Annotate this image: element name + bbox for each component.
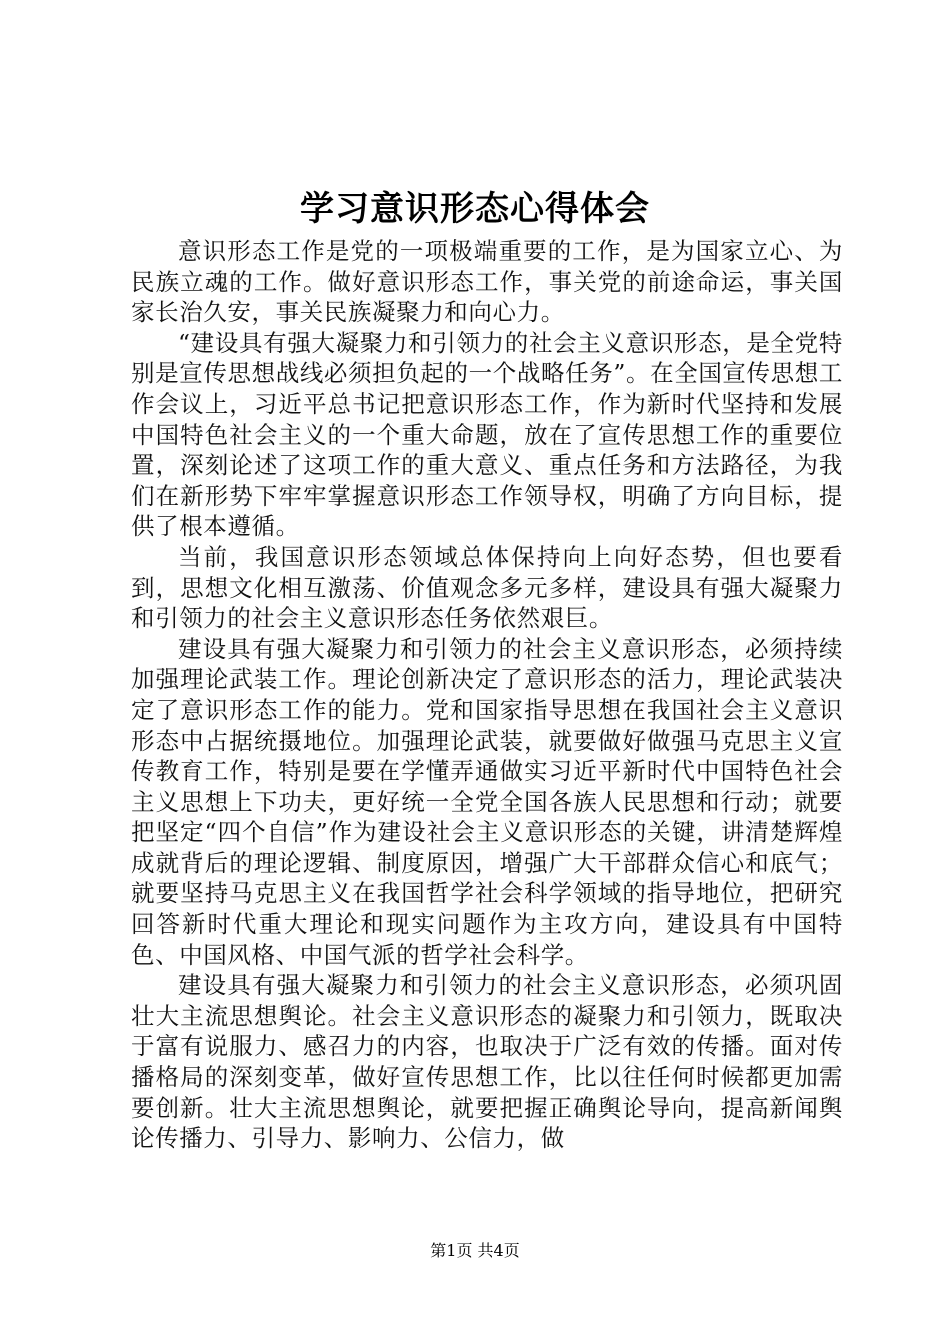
paragraph-5: 建设具有强大凝聚力和引领力的社会主义意识形态，必须巩固壮大主流思想舆论。社会主义意识形态的凝聚力和引领力，既取决于富有说服力、感召力的内容，也取决于广泛有效的传播。面对传播格局的深刻变革，做好宣传思想工作，比以往任何时候都更加需要创新。壮大主流思想舆论，就要把握正确舆论导向，提高新闻舆论传播力、引导力、影响力、公信力，做 <box>131 971 843 1153</box>
document-title: 学习意识形态心得体会 <box>300 189 650 229</box>
document-body <box>131 236 843 1154</box>
paragraph-4: 建设具有强大凝聚力和引领力的社会主义意识形态，必须持续加强理论武装工作。理论创新决定了意识形态的活力，理论武装决定了意识形态工作的能力。党和国家指导思想在我国社会主义意识形态中占据统摄地位。加强理论武装，就要做好做强马克思主义宣传教育工作，特别是要在学懂弄通做实习近平新时代中国特色社会主义思想上下功夫，更好统一全党全国各族人民思想和行动；就要把坚定“四个自信”作为建设社会主义意识形态的关键，讲清楚辉煌成就背后的理论逻辑、制度原因，增强广大干部群众信心和底气；就要坚持马克思主义在我国哲学社会科学领域的指导地位，把研究回答新时代重大理论和现实问题作为主攻方向，建设具有中国特色、中国风格、中国气派的哲学社会科学。 <box>131 634 843 969</box>
page-footer: 第1页 共4页 <box>430 1241 520 1260</box>
paragraph-1: 意识形态工作是党的一项极端重要的工作，是为国家立心、为民族立魂的工作。做好意识形态工作，事关党的前途命运，事关国家长治久安，事关民族凝聚力和向心力。 <box>131 237 843 327</box>
paragraph-3: 当前，我国意识形态领域总体保持向上向好态势，但也要看到，思想文化相互激荡、价值观念多元多样，建设具有强大凝聚力和引领力的社会主义意识形态任务依然艰巨。 <box>131 542 843 633</box>
paragraph-2: “建设具有强大凝聚力和引领力的社会主义意识形态，是全党特别是宣传思想战线必须担负起的一个战略任务”。在全国宣传思想工作会议上，习近平总书记把意识形态工作，作为新时代坚持和发展中国特色社会主义的一个重大命题，放在了宣传思想工作的重要位置，深刻论述了这项工作的重大意义、重点任务和方法路径，为我们在新形势下牢牢掌握意识形态工作领导权，明确了方向目标，提供了根本遵循。 <box>131 328 843 541</box>
